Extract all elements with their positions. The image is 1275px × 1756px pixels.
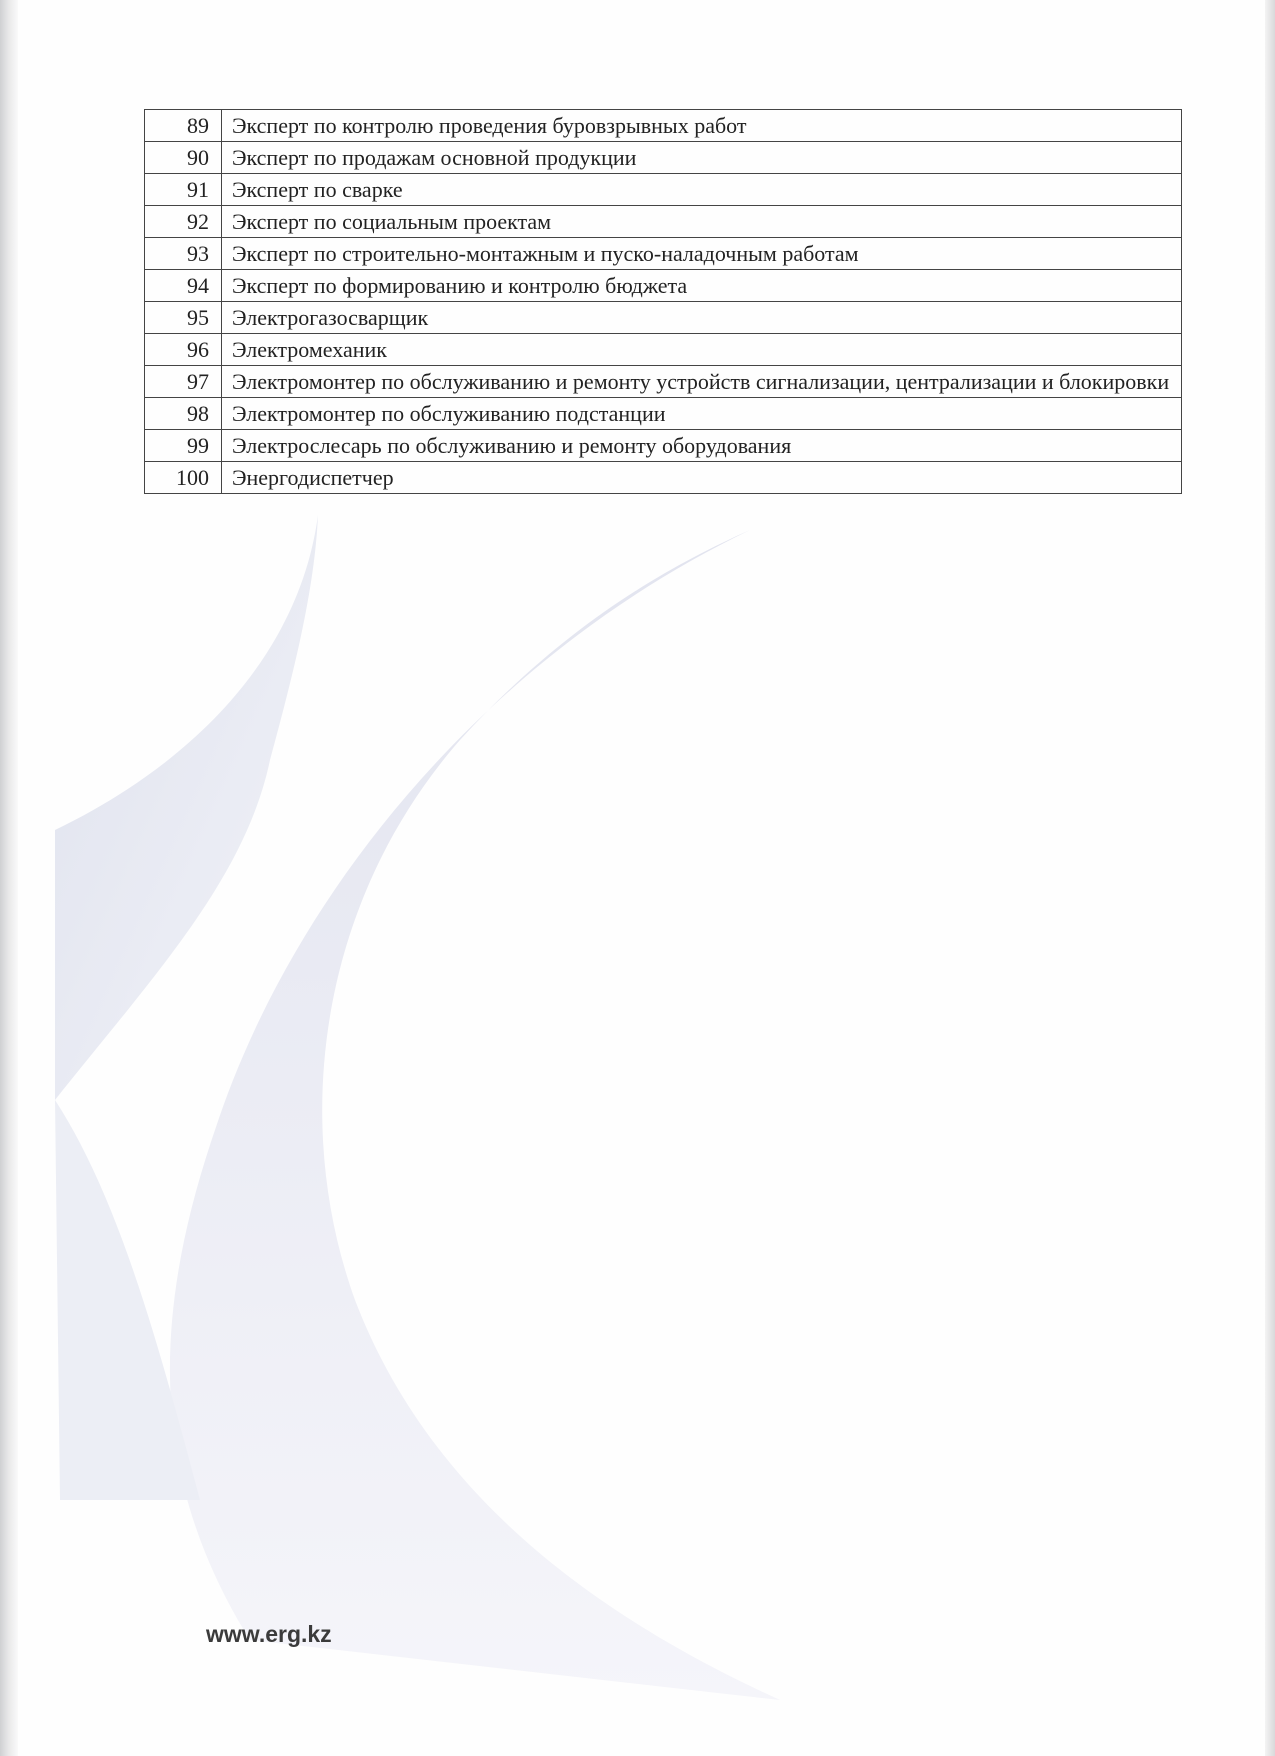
row-title: Эксперт по продажам основной продукции xyxy=(222,142,1182,174)
row-title: Электромонтер по обслуживанию подстанции xyxy=(222,398,1182,430)
row-number: 97 xyxy=(145,366,222,398)
row-number: 90 xyxy=(145,142,222,174)
row-title: Эксперт по строительно-монтажным и пуско-наладочным работам xyxy=(222,238,1182,270)
row-number: 93 xyxy=(145,238,222,270)
row-title: Эксперт по формированию и контролю бюджета xyxy=(222,270,1182,302)
row-number: 92 xyxy=(145,206,222,238)
row-number: 100 xyxy=(145,462,222,494)
row-title: Электромеханик xyxy=(222,334,1182,366)
table-row xyxy=(145,142,1182,174)
table-row xyxy=(145,110,1182,142)
row-number: 96 xyxy=(145,334,222,366)
table-row xyxy=(145,238,1182,270)
table-row xyxy=(145,206,1182,238)
table-row xyxy=(145,398,1182,430)
table-row xyxy=(145,366,1182,398)
footer-url[interactable]: www.erg.kz xyxy=(206,1621,332,1647)
table-row xyxy=(145,462,1182,494)
row-number: 89 xyxy=(145,110,222,142)
table-row xyxy=(145,174,1182,206)
row-title: Эксперт по социальным проектам xyxy=(222,206,1182,238)
table-row xyxy=(145,334,1182,366)
row-number: 94 xyxy=(145,270,222,302)
row-title: Электрослесарь по обслуживанию и ремонту оборудования xyxy=(222,430,1182,462)
row-title: Эксперт по сварке xyxy=(222,174,1182,206)
table-row xyxy=(145,430,1182,462)
table-row xyxy=(145,270,1182,302)
row-number: 98 xyxy=(145,398,222,430)
table-row xyxy=(145,302,1182,334)
row-number: 91 xyxy=(145,174,222,206)
row-number: 99 xyxy=(145,430,222,462)
row-title: Электромонтер по обслуживанию и ремонту устройств сигнализации, централизации и блокировки xyxy=(222,366,1182,398)
row-title: Энергодиспетчер xyxy=(222,462,1182,494)
profession-list-table xyxy=(144,109,1182,494)
row-title: Эксперт по контролю проведения буровзрывных работ xyxy=(222,110,1182,142)
row-number: 95 xyxy=(145,302,222,334)
row-title: Электрогазосварщик xyxy=(222,302,1182,334)
